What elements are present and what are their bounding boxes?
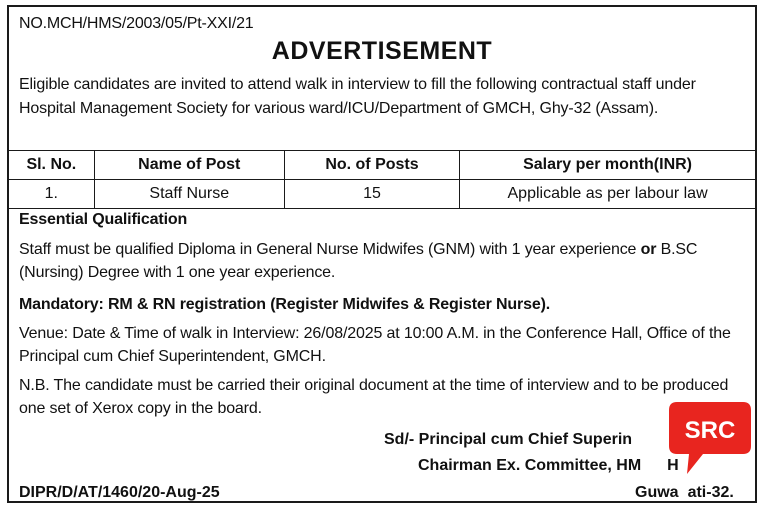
cell-post-count: 15 (284, 180, 459, 209)
signature-line-2-main: Chairman Ex. Committee, HM (418, 457, 642, 474)
header-sl-no: Sl. No. (9, 151, 94, 180)
qualification-diploma: Staff must be qualified Diploma in General Nurse Midwifes (GNM) with 1 year experience (19, 241, 637, 258)
cell-salary: Applicable as per labour law (460, 180, 755, 209)
signature-line-3-tail: ati-32. (687, 484, 734, 501)
table-header-row (9, 151, 755, 180)
advertisement-title: ADVERTISEMENT (271, 37, 493, 65)
src-logo-icon (663, 400, 753, 478)
signature-line-2-tail: H (667, 457, 679, 474)
header-no-of-posts: No. of Posts (284, 151, 459, 180)
intro-paragraph: Eligible candidates are invited to attend walk in interview to fill the following contractual staff under Hospital Management Society for various ward/ICU/Department of GMCH, Ghy-32 (Assam). (19, 76, 696, 117)
table-row (9, 180, 755, 209)
signature-line-1: Sd/- Principal cum Chief Superin (384, 431, 633, 448)
qualification-text (19, 238, 751, 284)
reference-number: NO.MCH/HMS/2003/05/Pt-XXI/21 (19, 15, 254, 32)
qualification-or: or (640, 241, 657, 258)
advertisement-frame (7, 5, 757, 503)
signature-line-3-head: Guwa (635, 484, 679, 501)
dipr-number: DIPR/D/AT/1460/20-Aug-25 (19, 484, 220, 501)
venue-paragraph: Venue: Date & Time of walk in Interview: 26/08/2025 at 10:00 A.M. in the Conference Hall, Office of the Principal cum Chief Superintendent, GMCH. (19, 325, 731, 365)
signature-line-2 (418, 457, 679, 475)
header-salary: Salary per month(INR) (460, 151, 755, 180)
cell-post-name: Staff Nurse (94, 180, 284, 209)
nb-paragraph: N.B. The candidate must be carried their original document at the time of interview and to be produced one set of Xerox copy in the board. (19, 377, 729, 417)
qualification-heading: Essential Qualification (19, 211, 188, 228)
header-name-of-post: Name of Post (94, 151, 284, 180)
mandatory-line: Mandatory: RM & RN registration (Register Midwifes & Register Nurse). (19, 296, 551, 313)
cell-sl-no: 1. (9, 180, 94, 209)
signature-line-3 (635, 484, 734, 502)
posts-table (9, 150, 755, 209)
qualification-degree: B.SC (Nursing) Degree with 1 one year experience. (19, 241, 698, 281)
src-logo-text: SRC (684, 417, 736, 444)
